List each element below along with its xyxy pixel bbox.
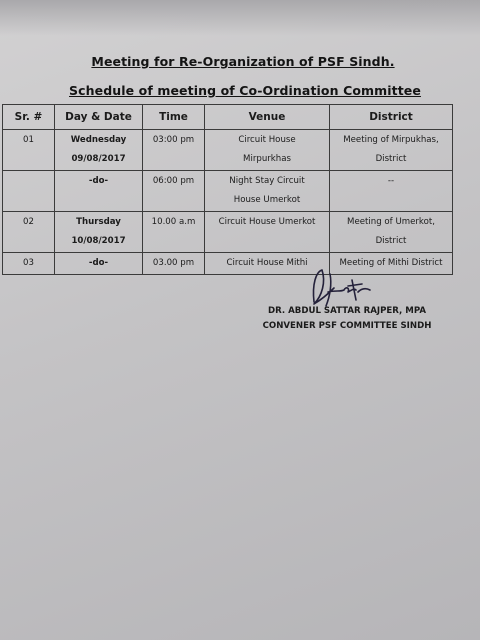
signatory-name: DR. ABDUL SATTAR RAJPER, MPA — [267, 306, 426, 316]
cell-district — [330, 212, 453, 253]
cell-date: 09/08/2017 — [71, 154, 126, 164]
cell-date: 10/08/2017 — [71, 236, 126, 246]
document-subtitle: Schedule of meeting of Co-Ordination Committee — [69, 83, 421, 98]
cell-time: 06:00 pm — [143, 171, 205, 212]
cell-day: -do- — [88, 258, 109, 268]
cell-day: -do- — [88, 176, 109, 186]
header-time: Time — [143, 105, 205, 130]
cell-district-line: -- — [387, 176, 395, 186]
cell-time: 03.00 pm — [143, 253, 205, 275]
cell-district-line: District — [375, 236, 407, 246]
schedule-table — [2, 104, 453, 275]
table-row — [3, 212, 453, 253]
cell-venue — [205, 212, 330, 253]
cell-sr: 02 — [3, 212, 55, 253]
document-title: Meeting for Re-Organization of PSF Sindh. — [91, 54, 395, 69]
cell-time: 10.00 a.m — [143, 212, 205, 253]
cell-district-line: Meeting of Umerkot, — [347, 217, 435, 227]
cell-venue-line: Circuit House — [238, 135, 296, 145]
cell-district-line: Meeting of Mithi District — [339, 258, 443, 268]
cell-district — [330, 130, 453, 171]
header-sr: Sr. # — [3, 105, 55, 130]
signatory-designation: CONVENER PSF COMMITTEE SINDH — [262, 321, 432, 331]
header-day-date: Day & Date — [55, 105, 143, 130]
cell-district-line: Meeting of Mirpukhas, — [343, 135, 439, 145]
table-header-row — [3, 105, 453, 130]
cell-sr — [3, 171, 55, 212]
cell-day-date — [55, 212, 143, 253]
cell-day-date — [55, 171, 143, 212]
cell-district — [330, 171, 453, 212]
cell-venue-line: Circuit House Umerkot — [218, 217, 316, 227]
cell-day: Wednesday — [70, 135, 127, 145]
header-district: District — [330, 105, 453, 130]
cell-venue-line: House Umerkot — [233, 195, 301, 205]
cell-day-date — [55, 253, 143, 275]
cell-venue-line: Night Stay Circuit — [229, 176, 305, 186]
cell-time: 03:00 pm — [143, 130, 205, 171]
cell-day: Thursday — [76, 217, 121, 227]
cell-venue — [205, 171, 330, 212]
table-row — [3, 130, 453, 171]
header-venue: Venue — [205, 105, 330, 130]
cell-day-date — [55, 130, 143, 171]
cell-sr: 03 — [3, 253, 55, 275]
table-row — [3, 253, 453, 275]
table-row — [3, 171, 453, 212]
cell-venue-line: Circuit House Mithi — [226, 258, 308, 268]
cell-venue — [205, 130, 330, 171]
top-shadow — [0, 0, 480, 36]
cell-venue-line: Mirpurkhas — [243, 154, 291, 164]
cell-district-line: District — [375, 154, 407, 164]
cell-sr: 01 — [3, 130, 55, 171]
